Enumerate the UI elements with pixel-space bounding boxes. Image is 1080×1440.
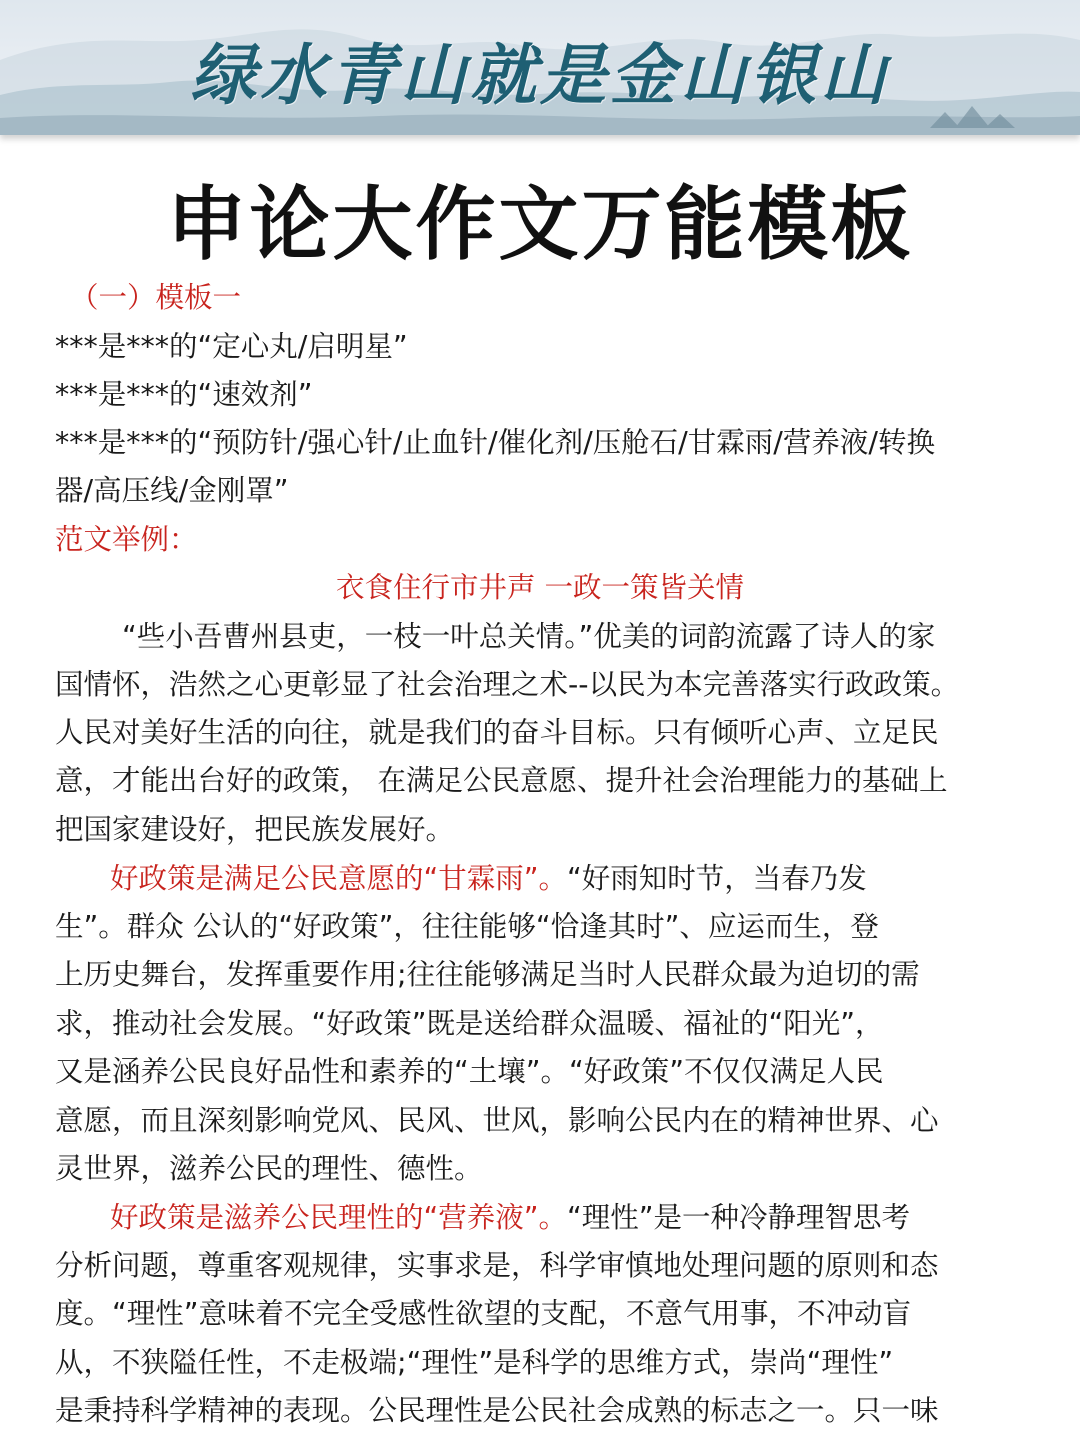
banner-calligraphy: 绿水青山就是金山银山	[190, 36, 890, 114]
template-line: ***是***的“速效剂”	[55, 378, 313, 411]
paragraph-line: 是秉持科学精神的表现。公民理性是公民社会成熟的标志之一。只一味	[55, 1394, 939, 1427]
paragraph-line: 把国家建设好，把民族发展好。	[55, 813, 455, 846]
section-heading: （一）模板一	[70, 281, 242, 314]
paragraph-line: “些小吾曹州县吏，一枝一叶总关情。”优美的词韵流露了诗人的家	[122, 620, 936, 653]
paragraph-line	[110, 855, 1080, 903]
paragraph-line: 度。“理性”意味着不完全受感性欲望的支配，不意气用事，不冲动盲	[55, 1297, 912, 1330]
paragraph-heading: 好政策是满足公民意愿的“甘霖雨”。	[110, 862, 568, 895]
paragraph-line: 分析问题，尊重客观规律，实事求是，科学审慎地处理问题的原则和态	[55, 1249, 939, 1282]
paragraph-heading: 好政策是滋养公民理性的“营养液”。	[110, 1201, 568, 1234]
paragraph-text: “好雨知时节，当春乃发	[567, 862, 867, 895]
paragraph-line: 国情怀，浩然之心更彰显了社会治理之术--以民为本完善落实行政政策。	[55, 668, 960, 701]
header-banner	[0, 0, 1080, 135]
template-line: ***是***的“定心丸/启明星”	[55, 330, 408, 363]
paragraph-line	[110, 1194, 1080, 1242]
paragraph-line: 从，不狭隘任性，不走极端;“理性”是科学的思维方式，崇尚“理性”	[55, 1346, 894, 1379]
paragraph-line: 求，推动社会发展。“好政策”既是送给群众温暖、福祉的“阳光”，	[55, 1007, 884, 1040]
essay-title: 衣食住行市井声 一政一策皆关情	[335, 571, 745, 604]
paragraph-line: 又是涵养公民良好品性和素养的“土壤”。“好政策”不仅仅满足人民	[55, 1055, 884, 1088]
paragraph-line: 上历史舞台，发挥重要作用;往往能够满足当时人民群众最为迫切的需	[55, 958, 920, 991]
paragraph-line: 意，才能出台好的政策， 在满足公民意愿、提升社会治理能力的基础上	[55, 764, 948, 797]
paragraph-line: 生”。群众 公认的“好政策”，往往能够“恰逢其时”、应运而生，登	[55, 910, 879, 943]
paragraph-text: “理性”是一种冷静理智思考	[567, 1201, 911, 1234]
paragraph-line: 意愿，而且深刻影响党风、民风、世风，影响公民内在的精神世界、心	[55, 1104, 939, 1137]
page-title: 申论大作文万能模板	[166, 178, 914, 271]
paragraph-line: 人民对美好生活的向往，就是我们的奋斗目标。只有倾听心声、立足民	[55, 716, 939, 749]
template-line: ***是***的“预防针/强心针/止血针/催化剂/压舱石/甘霖雨/营养液/转换	[55, 426, 935, 459]
example-label: 范文举例：	[55, 523, 198, 556]
template-line: 器/高压线/金刚罩”	[55, 474, 289, 507]
paragraph-line: 灵世界，滋养公民的理性、德性。	[55, 1152, 483, 1185]
